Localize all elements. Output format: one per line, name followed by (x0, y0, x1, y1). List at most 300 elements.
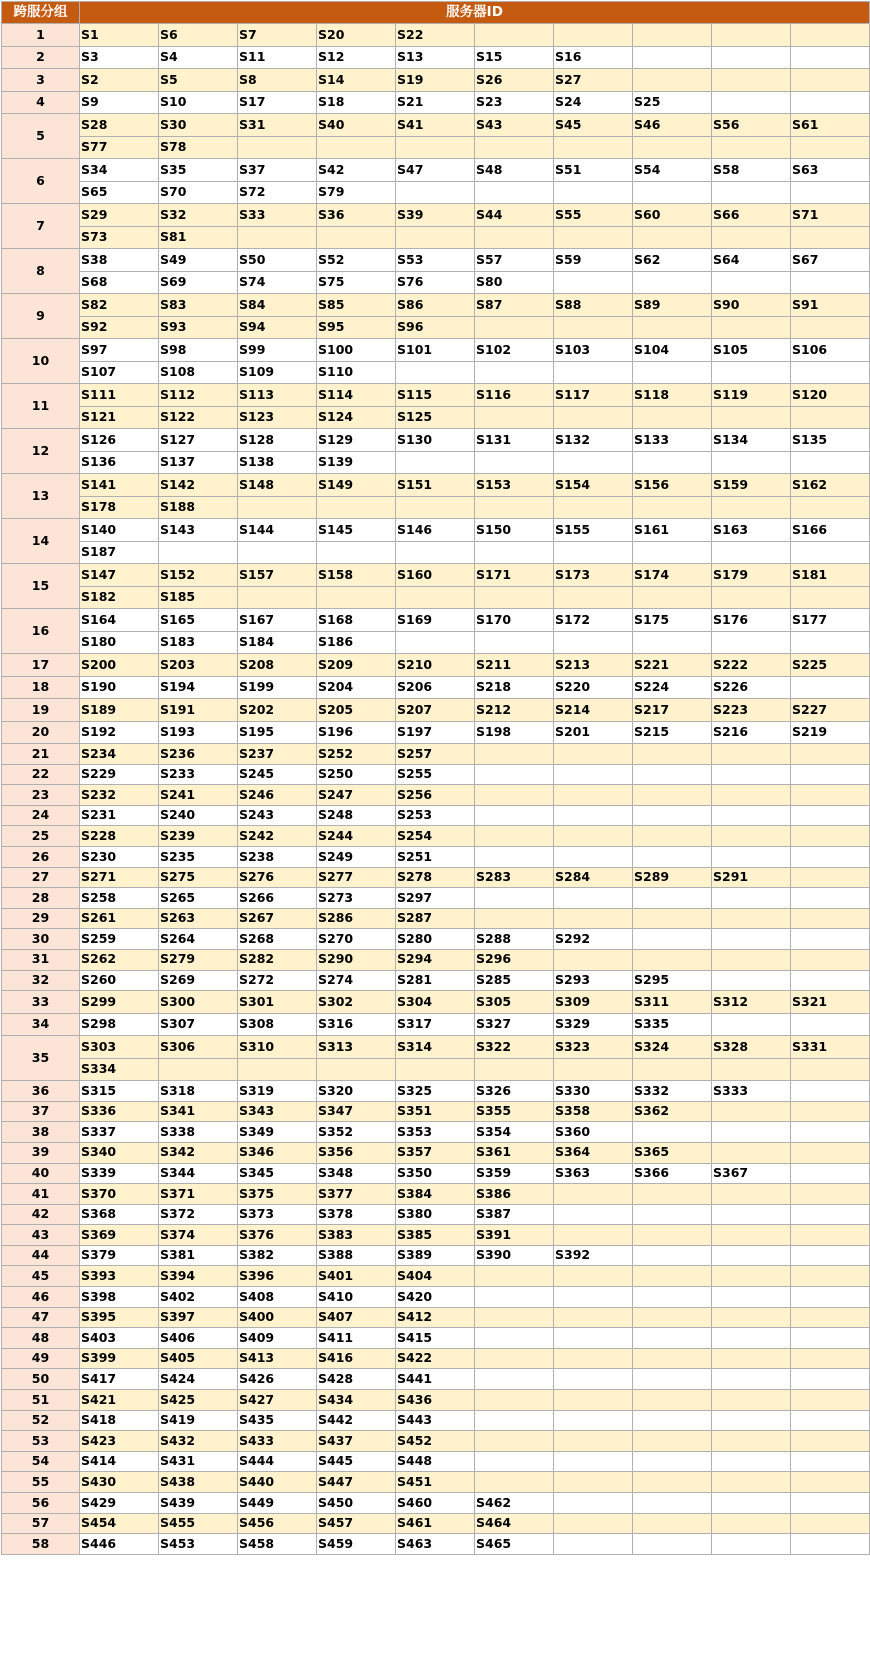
table-row (2, 361, 870, 384)
server-id-cell: S171 (475, 564, 554, 587)
server-id-cell: S369 (80, 1225, 159, 1246)
empty-cell (712, 846, 791, 867)
empty-cell (633, 1307, 712, 1328)
empty-cell (554, 271, 633, 294)
server-id-cell: S126 (80, 429, 159, 452)
server-id-cell: S322 (475, 1036, 554, 1059)
server-id-cell: S351 (396, 1101, 475, 1122)
server-id-cell: S355 (475, 1101, 554, 1122)
empty-cell (633, 69, 712, 92)
empty-cell (791, 226, 870, 249)
server-id-cell: S223 (712, 699, 791, 722)
server-id-cell: S436 (396, 1390, 475, 1411)
table-row (2, 1163, 870, 1184)
empty-cell (475, 361, 554, 384)
server-id-cell: S389 (396, 1245, 475, 1266)
server-id-cell: S154 (554, 474, 633, 497)
table-row (2, 271, 870, 294)
server-id-cell: S37 (238, 159, 317, 182)
server-id-cell: S220 (554, 676, 633, 699)
server-id-cell: S420 (396, 1287, 475, 1308)
group-number-cell: 50 (2, 1369, 80, 1390)
server-id-cell: S296 (475, 949, 554, 970)
server-id-cell: S280 (396, 929, 475, 950)
empty-cell (238, 226, 317, 249)
empty-cell (712, 1101, 791, 1122)
server-id-cell: S321 (791, 991, 870, 1014)
server-id-cell: S173 (554, 564, 633, 587)
empty-cell (712, 785, 791, 806)
empty-cell (712, 69, 791, 92)
empty-cell (554, 1204, 633, 1225)
server-id-cell: S311 (633, 991, 712, 1014)
server-id-cell: S150 (475, 519, 554, 542)
server-id-cell: S248 (317, 805, 396, 826)
server-id-cell: S185 (159, 586, 238, 609)
empty-cell (712, 744, 791, 765)
group-number-cell: 13 (2, 474, 80, 519)
empty-cell (712, 1472, 791, 1493)
server-id-cell: S211 (475, 654, 554, 677)
empty-cell (396, 181, 475, 204)
server-id-cell: S77 (80, 136, 159, 159)
server-id-cell: S416 (317, 1348, 396, 1369)
table-row (2, 1348, 870, 1369)
server-id-cell: S117 (554, 384, 633, 407)
server-id-cell: S8 (238, 69, 317, 92)
table-row (2, 1122, 870, 1143)
server-id-cell: S90 (712, 294, 791, 317)
server-id-cell: S260 (80, 970, 159, 991)
server-id-cell: S120 (791, 384, 870, 407)
table-row (2, 451, 870, 474)
server-id-cell: S153 (475, 474, 554, 497)
server-id-cell: S196 (317, 721, 396, 744)
empty-cell (317, 1058, 396, 1081)
empty-cell (791, 867, 870, 888)
server-id-cell: S203 (159, 654, 238, 677)
empty-cell (633, 929, 712, 950)
group-number-cell: 20 (2, 721, 80, 744)
server-id-cell: S17 (238, 91, 317, 114)
server-id-cell: S71 (791, 204, 870, 227)
empty-cell (791, 888, 870, 909)
server-id-cell: S65 (80, 181, 159, 204)
server-id-cell: S323 (554, 1036, 633, 1059)
server-id-cell: S442 (317, 1410, 396, 1431)
table-row (2, 384, 870, 407)
server-id-cell: S245 (238, 764, 317, 785)
server-id-cell: S45 (554, 114, 633, 137)
group-number-cell: 43 (2, 1225, 80, 1246)
empty-cell (633, 406, 712, 429)
server-id-cell: S401 (317, 1266, 396, 1287)
group-number-cell: 5 (2, 114, 80, 159)
server-id-cell: S34 (80, 159, 159, 182)
server-id-cell: S371 (159, 1184, 238, 1205)
empty-cell (396, 586, 475, 609)
empty-cell (633, 1245, 712, 1266)
table-row (2, 1245, 870, 1266)
empty-cell (791, 929, 870, 950)
empty-cell (554, 631, 633, 654)
server-id-cell: S232 (80, 785, 159, 806)
server-id-cell: S190 (80, 676, 159, 699)
table-row (2, 114, 870, 137)
server-id-cell: S410 (317, 1287, 396, 1308)
server-id-cell: S395 (80, 1307, 159, 1328)
server-id-cell: S353 (396, 1122, 475, 1143)
empty-cell (396, 226, 475, 249)
server-id-cell: S15 (475, 46, 554, 69)
server-id-cell: S251 (396, 846, 475, 867)
server-id-cell: S290 (317, 949, 396, 970)
empty-cell (633, 1431, 712, 1452)
server-id-cell: S430 (80, 1472, 159, 1493)
group-number-cell: 51 (2, 1390, 80, 1411)
group-number-cell: 6 (2, 159, 80, 204)
table-row (2, 1534, 870, 1555)
group-number-cell: 31 (2, 949, 80, 970)
server-id-cell: S66 (712, 204, 791, 227)
server-id-cell: S84 (238, 294, 317, 317)
table-row (2, 631, 870, 654)
empty-cell (791, 908, 870, 929)
empty-cell (791, 1431, 870, 1452)
server-id-cell: S136 (80, 451, 159, 474)
server-id-cell: S29 (80, 204, 159, 227)
empty-cell (712, 1266, 791, 1287)
server-id-cell: S439 (159, 1493, 238, 1514)
server-id-cell: S340 (80, 1142, 159, 1163)
empty-cell (791, 1184, 870, 1205)
empty-cell (791, 1122, 870, 1143)
empty-cell (554, 24, 633, 47)
server-id-cell: S464 (475, 1513, 554, 1534)
group-number-cell: 58 (2, 1534, 80, 1555)
empty-cell (712, 1287, 791, 1308)
empty-cell (633, 316, 712, 339)
table-row (2, 1513, 870, 1534)
empty-cell (791, 970, 870, 991)
server-id-cell: S372 (159, 1204, 238, 1225)
empty-cell (791, 1013, 870, 1036)
empty-cell (712, 1013, 791, 1036)
table-row (2, 785, 870, 806)
group-number-cell: 30 (2, 929, 80, 950)
server-id-cell: S88 (554, 294, 633, 317)
empty-cell (475, 785, 554, 806)
empty-cell (791, 1204, 870, 1225)
empty-cell (396, 541, 475, 564)
group-number-cell: 29 (2, 908, 80, 929)
table-row (2, 46, 870, 69)
group-number-cell: 22 (2, 764, 80, 785)
server-id-cell: S166 (791, 519, 870, 542)
server-id-cell: S243 (238, 805, 317, 826)
empty-cell (633, 888, 712, 909)
server-id-cell: S447 (317, 1472, 396, 1493)
server-id-cell: S453 (159, 1534, 238, 1555)
server-id-cell: S159 (712, 474, 791, 497)
server-id-cell: S459 (317, 1534, 396, 1555)
empty-cell (633, 1328, 712, 1349)
server-id-cell: S39 (396, 204, 475, 227)
empty-cell (712, 1058, 791, 1081)
empty-cell (712, 46, 791, 69)
empty-cell (554, 586, 633, 609)
server-id-cell: S32 (159, 204, 238, 227)
empty-cell (475, 1348, 554, 1369)
table-body (2, 24, 870, 1555)
server-id-cell: S62 (633, 249, 712, 272)
server-id-cell: S53 (396, 249, 475, 272)
server-id-cell: S219 (791, 721, 870, 744)
table-row (2, 564, 870, 587)
server-id-cell: S352 (317, 1122, 396, 1143)
empty-cell (554, 1493, 633, 1514)
server-id-cell: S381 (159, 1245, 238, 1266)
table-row (2, 91, 870, 114)
table-row (2, 69, 870, 92)
empty-cell (712, 970, 791, 991)
empty-cell (475, 888, 554, 909)
server-id-cell: S315 (80, 1081, 159, 1102)
empty-cell (633, 1451, 712, 1472)
empty-cell (633, 1348, 712, 1369)
server-id-cell: S86 (396, 294, 475, 317)
table-row (2, 429, 870, 452)
server-id-cell: S152 (159, 564, 238, 587)
empty-cell (238, 541, 317, 564)
empty-cell (633, 361, 712, 384)
server-id-cell: S247 (317, 785, 396, 806)
empty-cell (554, 846, 633, 867)
empty-cell (633, 1534, 712, 1555)
server-id-cell: S236 (159, 744, 238, 765)
empty-cell (791, 496, 870, 519)
server-id-cell: S30 (159, 114, 238, 137)
empty-cell (712, 1184, 791, 1205)
table-row (2, 1184, 870, 1205)
server-id-cell: S272 (238, 970, 317, 991)
server-id-cell: S237 (238, 744, 317, 765)
server-id-cell: S56 (712, 114, 791, 137)
empty-cell (475, 1328, 554, 1349)
server-id-cell: S221 (633, 654, 712, 677)
table-row (2, 1431, 870, 1452)
server-id-cell: S255 (396, 764, 475, 785)
server-id-cell: S174 (633, 564, 712, 587)
table-row (2, 1451, 870, 1472)
table-row (2, 181, 870, 204)
server-id-cell: S253 (396, 805, 475, 826)
empty-cell (791, 1410, 870, 1431)
server-id-cell: S239 (159, 826, 238, 847)
server-id-cell: S338 (159, 1122, 238, 1143)
server-id-cell: S367 (712, 1163, 791, 1184)
group-number-cell: 9 (2, 294, 80, 339)
server-id-cell: S9 (80, 91, 159, 114)
server-id-cell: S440 (238, 1472, 317, 1493)
server-id-cell: S361 (475, 1142, 554, 1163)
server-id-cell: S48 (475, 159, 554, 182)
empty-cell (475, 1058, 554, 1081)
server-id-cell: S75 (317, 271, 396, 294)
server-id-cell: S368 (80, 1204, 159, 1225)
table-row (2, 676, 870, 699)
server-id-cell: S207 (396, 699, 475, 722)
server-id-cell: S304 (396, 991, 475, 1014)
server-id-cell: S4 (159, 46, 238, 69)
empty-cell (159, 541, 238, 564)
empty-cell (712, 496, 791, 519)
empty-cell (712, 949, 791, 970)
group-number-cell: 36 (2, 1081, 80, 1102)
server-id-cell: S206 (396, 676, 475, 699)
server-id-cell: S113 (238, 384, 317, 407)
server-id-cell: S91 (791, 294, 870, 317)
empty-cell (633, 1390, 712, 1411)
group-number-cell: 3 (2, 69, 80, 92)
server-id-cell: S332 (633, 1081, 712, 1102)
empty-cell (475, 586, 554, 609)
empty-cell (554, 1266, 633, 1287)
server-id-cell: S406 (159, 1328, 238, 1349)
empty-cell (791, 846, 870, 867)
empty-cell (475, 764, 554, 785)
group-number-cell: 16 (2, 609, 80, 654)
server-id-cell: S181 (791, 564, 870, 587)
server-id-cell: S337 (80, 1122, 159, 1143)
server-id-cell: S270 (317, 929, 396, 950)
empty-cell (475, 496, 554, 519)
empty-cell (633, 496, 712, 519)
table-row (2, 1369, 870, 1390)
empty-cell (633, 1410, 712, 1431)
server-id-cell: S130 (396, 429, 475, 452)
empty-cell (712, 1390, 791, 1411)
empty-cell (791, 785, 870, 806)
server-id-cell: S51 (554, 159, 633, 182)
empty-cell (791, 1287, 870, 1308)
server-id-cell: S446 (80, 1534, 159, 1555)
server-id-cell: S135 (791, 429, 870, 452)
server-id-cell: S408 (238, 1287, 317, 1308)
server-id-cell: S300 (159, 991, 238, 1014)
empty-cell (791, 1451, 870, 1472)
server-id-cell: S335 (633, 1013, 712, 1036)
server-id-cell: S366 (633, 1163, 712, 1184)
empty-cell (791, 1266, 870, 1287)
server-id-cell: S414 (80, 1451, 159, 1472)
server-id-cell: S387 (475, 1204, 554, 1225)
server-id-cell: S43 (475, 114, 554, 137)
empty-cell (791, 46, 870, 69)
empty-cell (712, 1513, 791, 1534)
server-id-cell: S385 (396, 1225, 475, 1246)
table-row (2, 204, 870, 227)
table-row (2, 846, 870, 867)
empty-cell (554, 1058, 633, 1081)
empty-cell (712, 91, 791, 114)
empty-cell (791, 1142, 870, 1163)
server-id-cell: S3 (80, 46, 159, 69)
server-id-cell: S317 (396, 1013, 475, 1036)
server-id-cell: S339 (80, 1163, 159, 1184)
table-row (2, 888, 870, 909)
empty-cell (712, 1369, 791, 1390)
empty-cell (317, 496, 396, 519)
server-id-cell: S348 (317, 1163, 396, 1184)
server-id-cell: S364 (554, 1142, 633, 1163)
server-id-cell: S63 (791, 159, 870, 182)
server-id-cell: S347 (317, 1101, 396, 1122)
server-id-cell: S360 (554, 1122, 633, 1143)
server-id-cell: S167 (238, 609, 317, 632)
empty-cell (554, 1390, 633, 1411)
server-id-cell: S168 (317, 609, 396, 632)
table-row (2, 867, 870, 888)
server-id-cell: S235 (159, 846, 238, 867)
empty-cell (712, 826, 791, 847)
server-id-cell: S266 (238, 888, 317, 909)
server-id-cell: S94 (238, 316, 317, 339)
server-id-cell: S199 (238, 676, 317, 699)
empty-cell (712, 1307, 791, 1328)
server-id-cell: S141 (80, 474, 159, 497)
server-id-cell: S399 (80, 1348, 159, 1369)
server-id-cell: S50 (238, 249, 317, 272)
table-row (2, 24, 870, 47)
server-id-cell: S216 (712, 721, 791, 744)
server-id-cell: S180 (80, 631, 159, 654)
empty-cell (396, 361, 475, 384)
empty-cell (554, 1328, 633, 1349)
server-id-cell: S393 (80, 1266, 159, 1287)
server-id-cell: S302 (317, 991, 396, 1014)
server-id-cell: S114 (317, 384, 396, 407)
server-id-cell: S427 (238, 1390, 317, 1411)
server-id-cell: S124 (317, 406, 396, 429)
server-id-cell: S162 (791, 474, 870, 497)
empty-cell (791, 136, 870, 159)
server-id-cell: S12 (317, 46, 396, 69)
server-id-cell: S210 (396, 654, 475, 677)
server-id-cell: S148 (238, 474, 317, 497)
server-id-cell: S346 (238, 1142, 317, 1163)
server-id-cell: S424 (159, 1369, 238, 1390)
server-id-cell: S375 (238, 1184, 317, 1205)
table-row (2, 1287, 870, 1308)
server-id-cell: S142 (159, 474, 238, 497)
group-number-cell: 41 (2, 1184, 80, 1205)
server-id-cell: S336 (80, 1101, 159, 1122)
empty-cell (633, 1369, 712, 1390)
empty-cell (475, 1472, 554, 1493)
server-id-cell: S283 (475, 867, 554, 888)
empty-cell (712, 1431, 791, 1452)
empty-cell (633, 744, 712, 765)
server-id-cell: S325 (396, 1081, 475, 1102)
server-id-cell: S1 (80, 24, 159, 47)
server-id-cell: S308 (238, 1013, 317, 1036)
table-row (2, 339, 870, 362)
empty-cell (633, 181, 712, 204)
server-id-cell: S378 (317, 1204, 396, 1225)
empty-cell (475, 181, 554, 204)
table-row (2, 1036, 870, 1059)
